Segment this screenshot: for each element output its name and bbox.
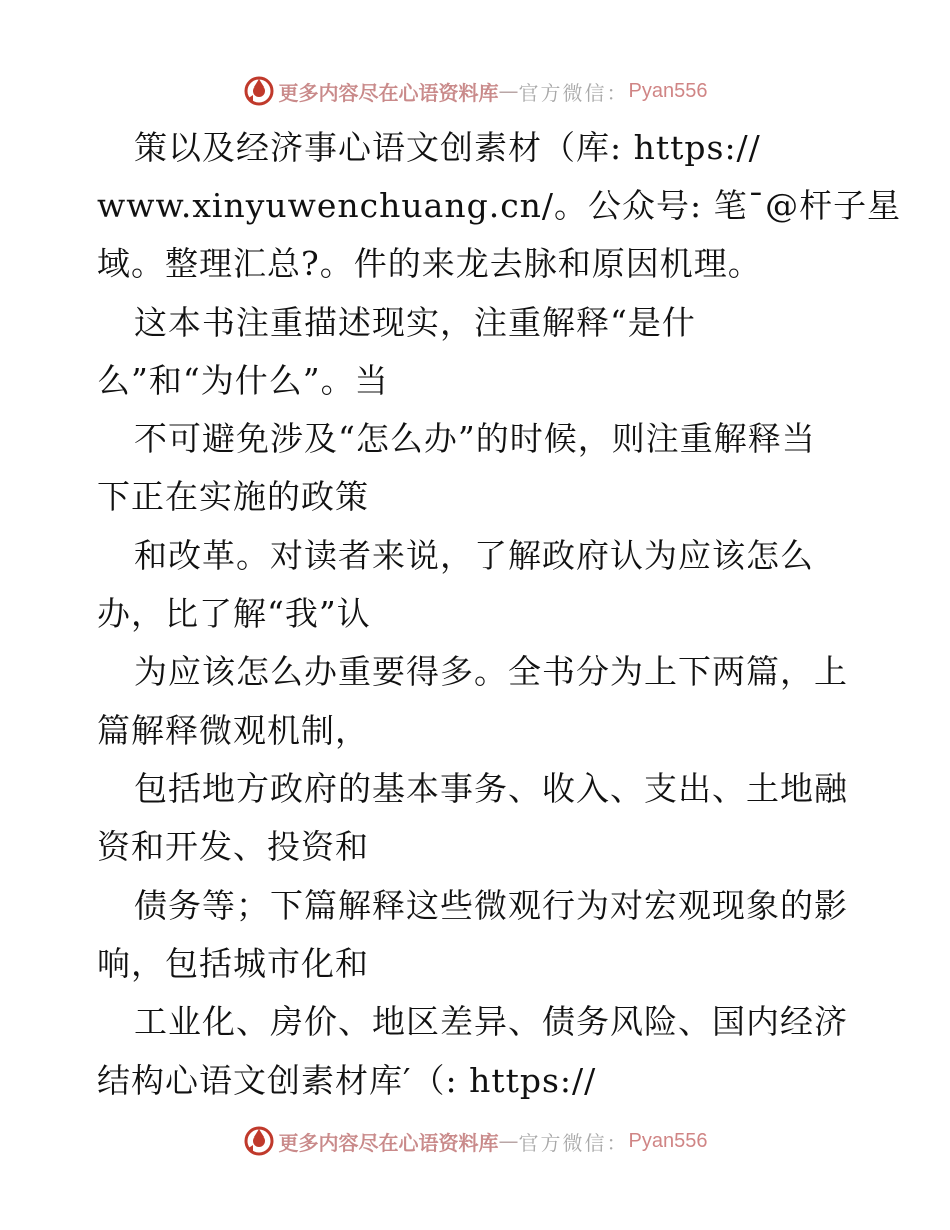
text-line: 债务等；下篇解释这些微观行为对宏观现象的影 — [134, 886, 848, 925]
banner-separator: — — [498, 79, 519, 103]
text-line: 域。整理汇总?。件的来龙去脉和原因机理。 — [97, 244, 762, 283]
text-line: 策以及经济事心语文创素材（库: https:// — [134, 128, 761, 167]
text-line: 和改革。对读者来说，了解政府认为应该怎么 — [134, 536, 814, 575]
banner-brand-text: 更多内容尽在心语资料库 — [278, 80, 499, 105]
text-line: 不可避免涉及“怎么办”的时候，则注重解释当 — [134, 419, 816, 458]
text-line: 篇解释微观机制， — [97, 711, 369, 750]
header-watermark-banner — [0, 71, 950, 111]
text-line: 工业化、房价、地区差异、债务风险、国内经济 — [134, 1002, 848, 1041]
text-line: 响，包括城市化和 — [97, 944, 369, 983]
banner-wechat-label: 官方微信： — [518, 1130, 629, 1155]
brand-logo-icon — [243, 75, 275, 107]
banner-separator: — — [498, 1129, 519, 1153]
banner-wechat-id: Pyan556 — [628, 1129, 708, 1152]
text-line: 办，比了解“我”认 — [97, 594, 371, 633]
footer-watermark-banner — [0, 1121, 950, 1161]
brand-logo-icon — [243, 1125, 275, 1157]
text-line: 这本书注重描述现实，注重解释“是什 — [134, 303, 696, 342]
text-line: 为应该怎么办重要得多。全书分为上下两篇，上 — [134, 652, 848, 691]
text-line: 下正在实施的政策 — [97, 477, 369, 516]
text-line: 结构心语文创素材库′（: https:// — [97, 1061, 597, 1100]
text-line: 么”和“为什么”。当 — [97, 361, 389, 400]
text-line: www.xinyuwenchuang.cn/。公众号: 笔¯@杆子星 — [97, 186, 902, 225]
banner-wechat-label: 官方微信： — [518, 80, 629, 105]
banner-brand-text: 更多内容尽在心语资料库 — [278, 1130, 499, 1155]
text-line: 资和开发、投资和 — [97, 827, 369, 866]
banner-wechat-id: Pyan556 — [628, 79, 708, 102]
text-line: 包括地方政府的基本事务、收入、支出、土地融 — [134, 769, 848, 808]
